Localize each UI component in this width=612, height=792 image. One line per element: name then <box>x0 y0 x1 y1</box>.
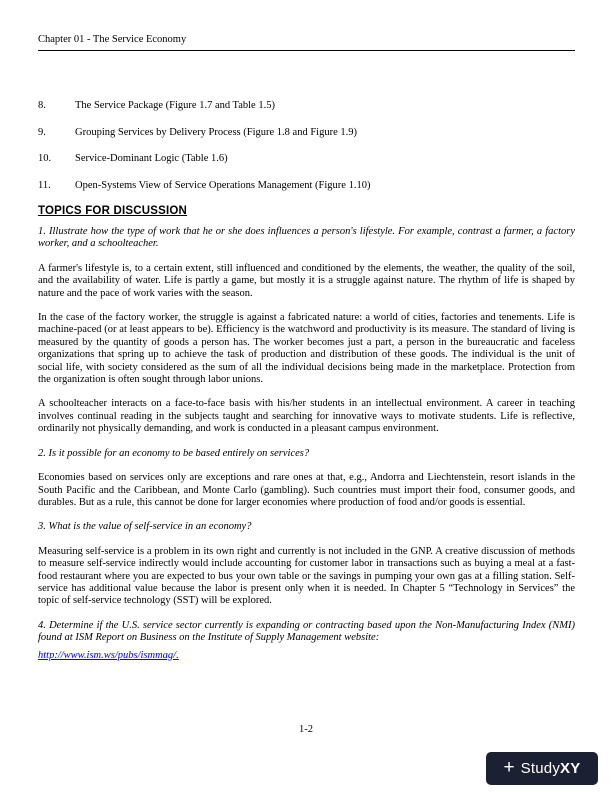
question-1: 1. Illustrate how the type of work that he or she does influences a person's lifestyle. For example, contrast a farmer, a factory worker, and a schoolteacher. <box>38 226 575 250</box>
outline-item <box>38 126 575 139</box>
brand-name-prefix: Study <box>520 760 561 777</box>
question-2: 2. Is it possible for an economy to be based entirely on services? <box>38 447 310 459</box>
plus-icon: + <box>503 757 515 778</box>
brand-name <box>521 760 581 777</box>
outline-item <box>38 99 575 112</box>
answer-1-paragraph-2: In the case of the factory worker, the struggle is against a fabricated nature: a world of cities, factories and tenements. Life is machine-paced (or at least appears to be). Efficiency is the watchword and productivity is its measure. The standard of living is measured by the quantity of goods a person has. The worker becomes just a part, a person in the bureaucratic and faceless organizations that spring up to achieve the task of production and distribution of these goods. The individual is the unit of social life, with society considered as the sum of all the individual decisions being made in the marketplace. Protection from the organization is often sought through labor unions. <box>38 312 575 386</box>
outline-item <box>38 152 575 165</box>
studyxy-badge <box>486 752 598 785</box>
outline-item-number: 9. <box>38 126 46 138</box>
outline-item-text: The Service Package (Figure 1.7 and Table 1.5) <box>75 100 275 111</box>
outline-item-text: Open-Systems View of Service Operations Management (Figure 1.10) <box>75 179 371 191</box>
question-3: 3. What is the value of self-service in an economy? <box>38 521 252 533</box>
outline-item-number: 10. <box>38 153 52 164</box>
answer-2-paragraph-1: Economies based on services only are exceptions and rare ones at that, e.g., Andorra and Liechtenstein, resort islands in the South Pacific and the Caribbean, and Monte Carlo (gambling). Such countries must import their food, consumer goods, and durables. But as a rule, this cannot be done for larger economies where production of food and/or goods is essential. <box>38 472 575 508</box>
section-heading: TOPICS FOR DISCUSSION <box>38 205 188 217</box>
outline-item <box>38 179 575 192</box>
answer-1-paragraph-1: A farmer's lifestyle is, to a certain extent, still influenced and conditioned by the elements, the weather, the quality of the soil, and the availability of water. Life is partly a game, but mostly it is a struggle against nature. The rhythm of life is shaped by nature and the pace of work varies with the season. <box>38 262 575 299</box>
page-header <box>38 33 575 51</box>
outline-item-text: Grouping Services by Delivery Process (Figure 1.8 and Figure 1.9) <box>75 126 357 138</box>
brand-name-suffix: XY <box>560 760 581 777</box>
outline-list <box>38 99 575 192</box>
outline-item-text: Service-Dominant Logic (Table 1.6) <box>75 153 228 164</box>
outline-item-number: 8. <box>38 100 46 111</box>
ism-website-link[interactable]: http://www.ism.ws/pubs/ismmag/. <box>38 649 179 661</box>
outline-item-number: 11. <box>38 179 51 191</box>
question-4: 4. Determine if the U.S. service sector currently is expanding or contracting based upon the Non-Manufacturing Index (NMI) found at ISM Report on Business on the Institute of Supply Management website: <box>38 619 575 644</box>
page-number: 1-2 <box>299 724 313 735</box>
chapter-title: Chapter 01 - The Service Economy <box>38 34 187 45</box>
answer-1-paragraph-3: A schoolteacher interacts on a face-to-face basis with his/her students in an intellectual environment. A career in teaching involves continual reading in the subjects taught and searching for innovative ways to motivate students. Life is reflective, ordinarily not physically demanding, and work is conducted in a pleasant campus environment. <box>38 398 575 435</box>
answer-3-paragraph-1: Measuring self-service is a problem in its own right and currently is not included in the GNP. A creative discussion of methods to measure self-service indirectly would include accounting for customer labor in transactions such as buying a meal at a fast-food restaurant where you are expected to bus your own table or the savings in pumping your own gas at a filling station. Self-service has additional value because the labor is present only when it is needed. In Chapter 5 “Technology in Services” the topic of self-service technology (SST) will be explored. <box>38 545 575 607</box>
